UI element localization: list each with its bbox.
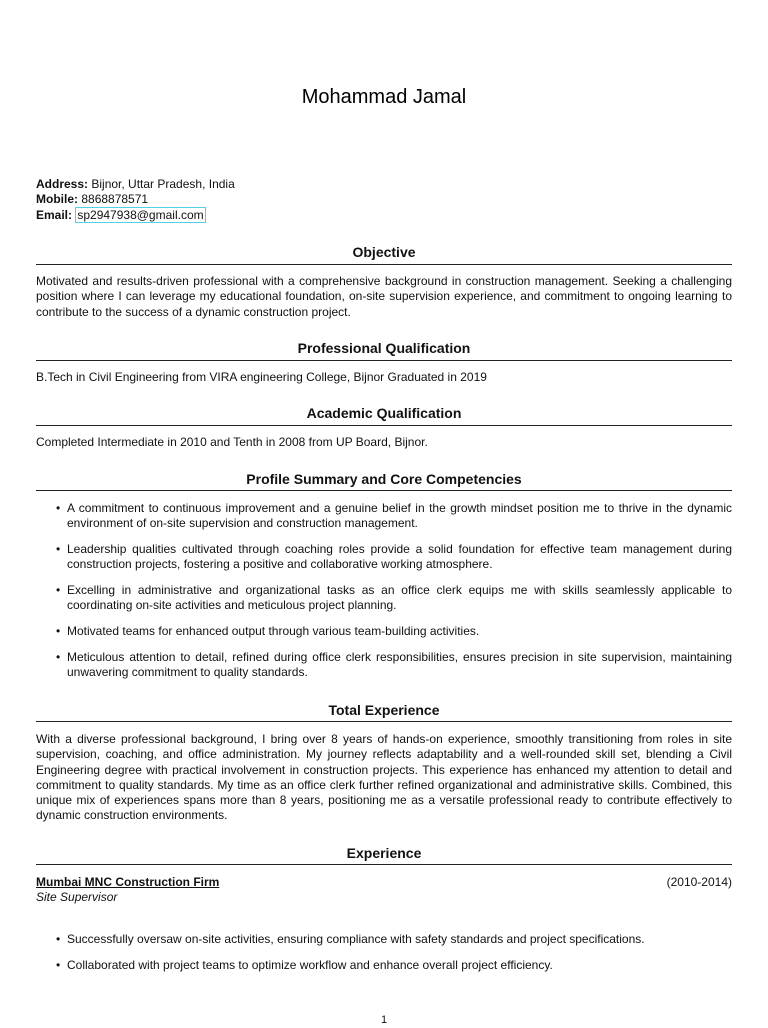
job-role: Site Supervisor xyxy=(36,890,118,904)
email-line xyxy=(36,208,235,223)
address-label: Address: xyxy=(36,177,89,191)
experience-divider xyxy=(36,864,732,865)
objective-heading: Objective xyxy=(352,244,416,260)
list-item: • Leadership qualities cultivated through coaching roles provide a solid foundation for effective team management during construction projects, fostering a positive and collaborative working atmosphere. xyxy=(36,542,732,573)
list-item: • Motivated teams for enhanced output through various team-building activities. xyxy=(36,624,732,639)
page-number: 1 xyxy=(380,1014,388,1026)
email-label: Email: xyxy=(36,207,73,222)
list-item: • Successfully oversaw on-site activities, ensuring compliance with safety standards and project specifications. xyxy=(36,932,732,947)
address-line xyxy=(36,177,235,192)
objective-divider xyxy=(36,264,732,265)
company-name: Mumbai MNC Construction Firm xyxy=(36,875,220,889)
address-value: Bijnor, Uttar Pradesh, India xyxy=(91,177,235,191)
list-item: • Meticulous attention to detail, refined during office clerk responsibilities, ensures precision in site supervision, maintaining unwavering commitment to quality standards. xyxy=(36,650,732,681)
mobile-value: 8868878571 xyxy=(81,192,149,207)
profile-summary-heading: Profile Summary and Core Competencies xyxy=(246,471,522,487)
total-experience-heading: Total Experience xyxy=(328,702,440,718)
mobile-label: Mobile: xyxy=(36,192,78,207)
academic-qualification-text: Completed Intermediate in 2010 and Tenth in 2008 from UP Board, Bijnor. xyxy=(36,435,428,449)
list-item: • Excelling in administrative and organizational tasks as an office clerk equips me with skills seamlessly applicable to coordinating on-site activities and meticulous project planning. xyxy=(36,583,732,614)
list-item: • A commitment to continuous improvement and a genuine belief in the growth mindset position me to thrive in the dynamic environment of on-site supervision and construction management. xyxy=(36,501,732,532)
objective-text: Motivated and results-driven professional with a comprehensive background in construction management. Seeking a challenging position where I can leverage my educational foundation, on-site supervision experience, and commitment to ongoing learning to contribute to the success of a dynamic construction project. xyxy=(36,274,732,319)
resume-page xyxy=(36,0,732,1024)
experience-heading: Experience xyxy=(346,845,422,861)
academic-qualification-heading: Academic Qualification xyxy=(306,405,462,421)
profile-summary-list xyxy=(36,501,732,691)
professional-qualification-heading: Professional Qualification xyxy=(297,340,471,356)
mobile-line xyxy=(36,192,235,207)
profile-summary-divider xyxy=(36,490,732,491)
job-duties-list xyxy=(36,932,732,984)
professional-qualification-text: B.Tech in Civil Engineering from VIRA engineering College, Bijnor Graduated in 2019 xyxy=(36,370,487,384)
job-header xyxy=(36,875,732,891)
contact-block xyxy=(36,177,235,223)
academic-qualification-divider xyxy=(36,425,732,426)
total-experience-text: With a diverse professional background, I bring over 8 years of hands-on experience, smoothly transitioning from roles in site supervision, coaching, and office administration. My journey reflects adaptability and a well-rounded skill set, blending a Civil Engineering degree with practical involvement in construction projects. This experience has enhanced my attention to detail and commitment to quality standards. My time as an office clerk further refined organizational and administrative skills. Combined, this unique mix of experiences spans more than 8 years, positioning me as a versatile professional ready to contribute effectively to dynamic construction environments. xyxy=(36,732,732,823)
list-item: • Collaborated with project teams to optimize workflow and enhance overall project efficiency. xyxy=(36,958,732,973)
candidate-name: Mohammad Jamal xyxy=(301,86,467,108)
email-link[interactable]: sp2947938@gmail.com xyxy=(77,207,204,222)
job-dates: (2010-2014) xyxy=(666,875,732,889)
professional-qualification-divider xyxy=(36,360,732,361)
total-experience-divider xyxy=(36,721,732,722)
